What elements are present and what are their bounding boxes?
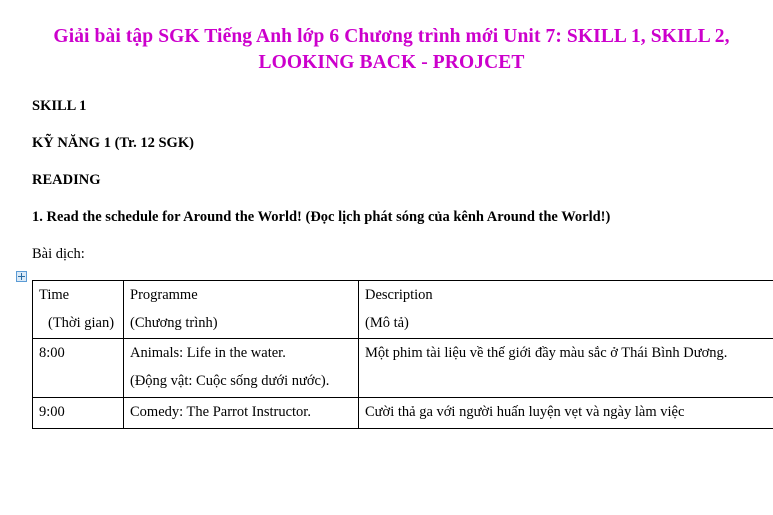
translation-label: Bài dịch:: [32, 245, 85, 262]
question-1: 1. Read the schedule for Around the World! (Đọc lịch phát sóng của kênh Around the World!): [32, 209, 611, 225]
cell-time: 8:00: [33, 339, 124, 398]
heading-reading: READING: [32, 172, 101, 189]
programme-en: Comedy: The Parrot Instructor.: [130, 404, 311, 421]
table-row: [33, 398, 773, 429]
page-title: Giải bài tập SGK Tiếng Anh lớp 6 Chương trình mới Unit 7: SKILL 1, SKILL 2, LOOKING BACK - PROJCET: [53, 26, 730, 73]
cell-programme: [124, 339, 359, 398]
cell-time: 9:00: [33, 398, 124, 429]
cell-description: Cười thả ga với người huấn luyện vẹt và ngày làm việc: [359, 398, 773, 429]
header-description-vi: (Mô tả): [365, 314, 409, 331]
header-description-en: Description: [365, 286, 433, 303]
programme-vi: (Động vật: Cuộc sống dưới nước).: [130, 373, 330, 390]
header-cell-description: [359, 280, 773, 339]
cell-programme: [124, 398, 359, 429]
heading-skill-1: SKILL 1: [32, 98, 87, 115]
table-row: [33, 339, 773, 398]
header-time-vi: (Thời gian): [48, 314, 115, 331]
header-time-en: Time: [39, 286, 70, 303]
heading-ky-nang: KỸ NĂNG 1 (Tr. 12 SGK): [32, 135, 194, 152]
header-programme-vi: (Chương trình): [130, 314, 218, 331]
programme-en: Animals: Life in the water.: [130, 345, 286, 362]
table-header-row: [33, 280, 773, 339]
header-cell-time: [33, 280, 124, 339]
table-move-handle-icon[interactable]: [16, 271, 27, 282]
cell-description: Một phim tài liệu về thế giới đầy màu sắc ở Thái Bình Dương.: [359, 339, 773, 398]
schedule-table-wrapper: [32, 280, 751, 429]
header-programme-en: Programme: [130, 286, 198, 303]
schedule-table: [32, 280, 773, 429]
header-cell-programme: [124, 280, 359, 339]
